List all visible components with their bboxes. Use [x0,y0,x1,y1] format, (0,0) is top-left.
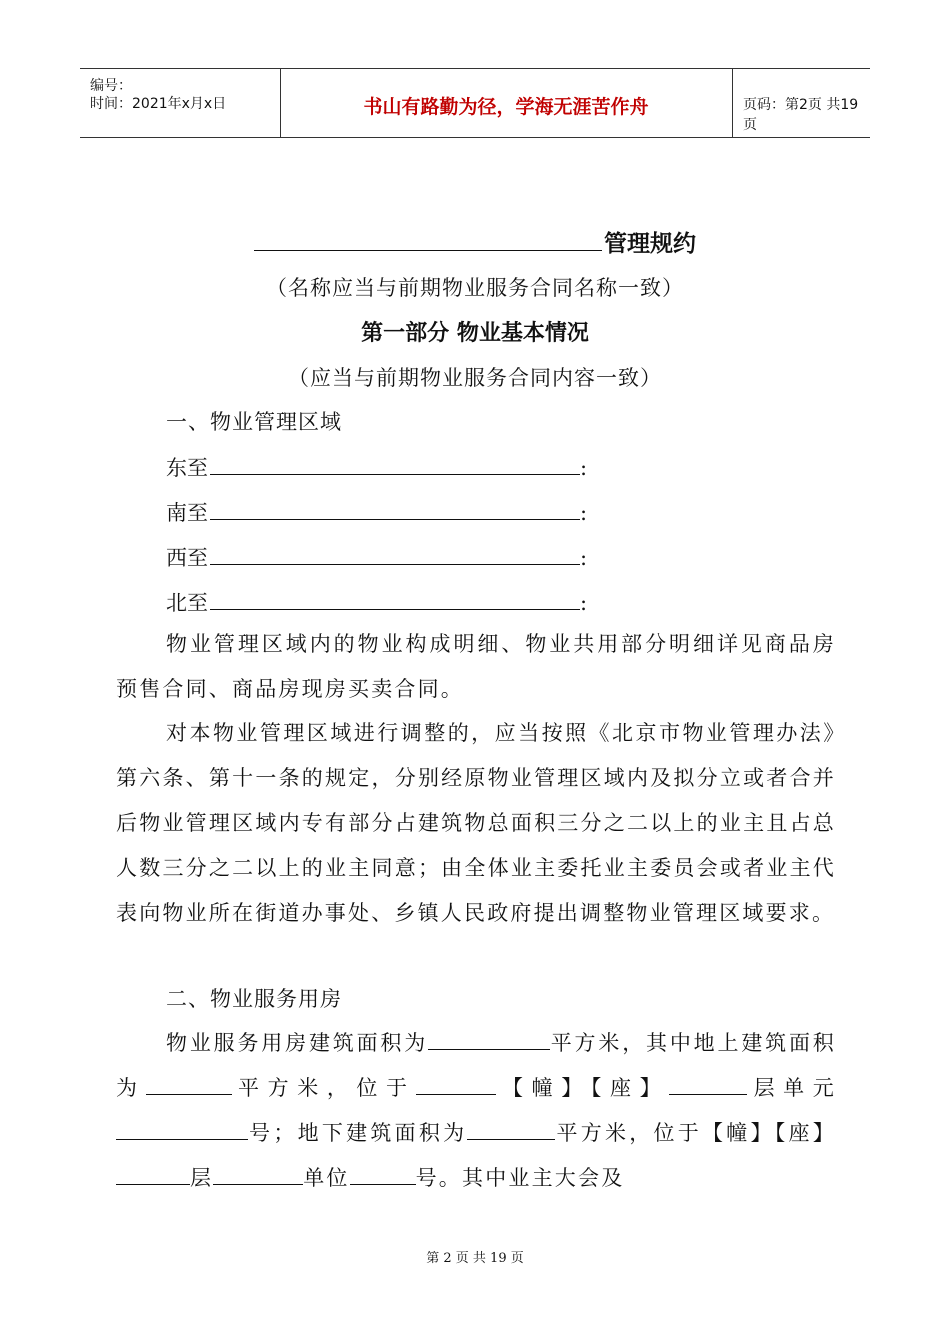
boundary-blank-line [210,589,580,610]
paragraph-composition [116,622,836,712]
section-1-title: 一、物业管理区域 [166,410,342,434]
part-note: （应当与前期物业服务合同内容一致） [288,366,662,390]
text-run: 号；地下建筑面积为 [248,1121,468,1145]
boundary-label: 南至 [166,501,208,525]
fill-blank [116,1165,190,1185]
fill-blank [350,1165,416,1185]
fill-blank [116,1120,248,1140]
boundary-south [166,497,587,527]
text-run: 平方米，位于 [231,1076,416,1100]
title-note: （名称应当与前期物业服务合同名称一致） [266,276,684,300]
header-table [80,68,870,138]
boundary-colon: : [580,456,588,480]
text-run: 【幢】【座】 [495,1076,670,1100]
document-time-label: 时间：2021年x月x日 [90,96,227,112]
header-cell-left [80,69,281,137]
boundary-label: 西至 [166,546,208,570]
fill-blank [428,1030,550,1050]
paragraph-text: 对本物业管理区域进行调整的，应当按照《北京市物业管理办法》第六条、第十一条的规定，分别经原物业管理区域内及拟分立或者合并后物业管理区域内专有部分占建筑物总面积三分之二以上的业主且占总人数三分之二以上的业主同意；由全体业主委托业主委员会或者业主代表向物业所在街道办事处、乡镇人民政府提出调整物业管理区域要求。 [116,721,836,925]
text-run: 平方米，其中地上建筑面积为 [116,1031,837,1100]
fill-blank [146,1075,232,1095]
title-suffix: 管理规约 [604,230,696,257]
document-title [80,225,870,258]
header-cell-right [733,69,870,137]
part-title: 第一部分 物业基本情况 [361,320,589,346]
boundary-blank-line [210,544,580,565]
header-cell-center [280,69,733,137]
fill-blank [213,1165,303,1185]
document-number-label: 编号： [90,78,132,94]
fill-blank [416,1075,496,1095]
header-page-label: 页码：第2页 共19页 [743,97,859,133]
boundary-north [166,587,587,617]
paragraph-text: 物业管理区域内的物业构成明细、物业共用部分明细详见商品房预售合同、商品房现房买卖合同。 [116,632,836,701]
boundary-label: 北至 [166,591,208,615]
paragraph-adjustment [116,711,836,936]
text-run: 号。其中业主大会及 [415,1166,625,1190]
paragraph-service-rooms [116,1021,836,1201]
text-run: 层单元 [747,1076,836,1100]
boundary-colon: : [580,591,588,615]
text-run: 平方米，位于【幢】【座】 [555,1121,836,1145]
section-2-title: 二、物业服务用房 [166,987,342,1011]
text-run: 物业服务用房建筑面积为 [166,1031,429,1055]
boundary-label: 东至 [166,456,208,480]
text-run: 单位 [303,1166,350,1190]
boundary-west [166,542,587,572]
paragraph-text [116,1021,836,1201]
boundary-blank-line [210,499,580,520]
title-blank-line [254,228,602,251]
text-run: 层 [190,1166,214,1190]
fill-blank [467,1120,555,1140]
boundary-east [166,452,587,482]
boundary-colon: : [580,501,588,525]
header-motto: 书山有路勤为径，学海无涯苦作舟 [363,96,649,118]
fill-blank [669,1075,747,1095]
page-footer: 第 2 页 共 19 页 [426,1251,524,1266]
boundary-blank-line [210,454,580,475]
boundary-colon: : [580,546,588,570]
